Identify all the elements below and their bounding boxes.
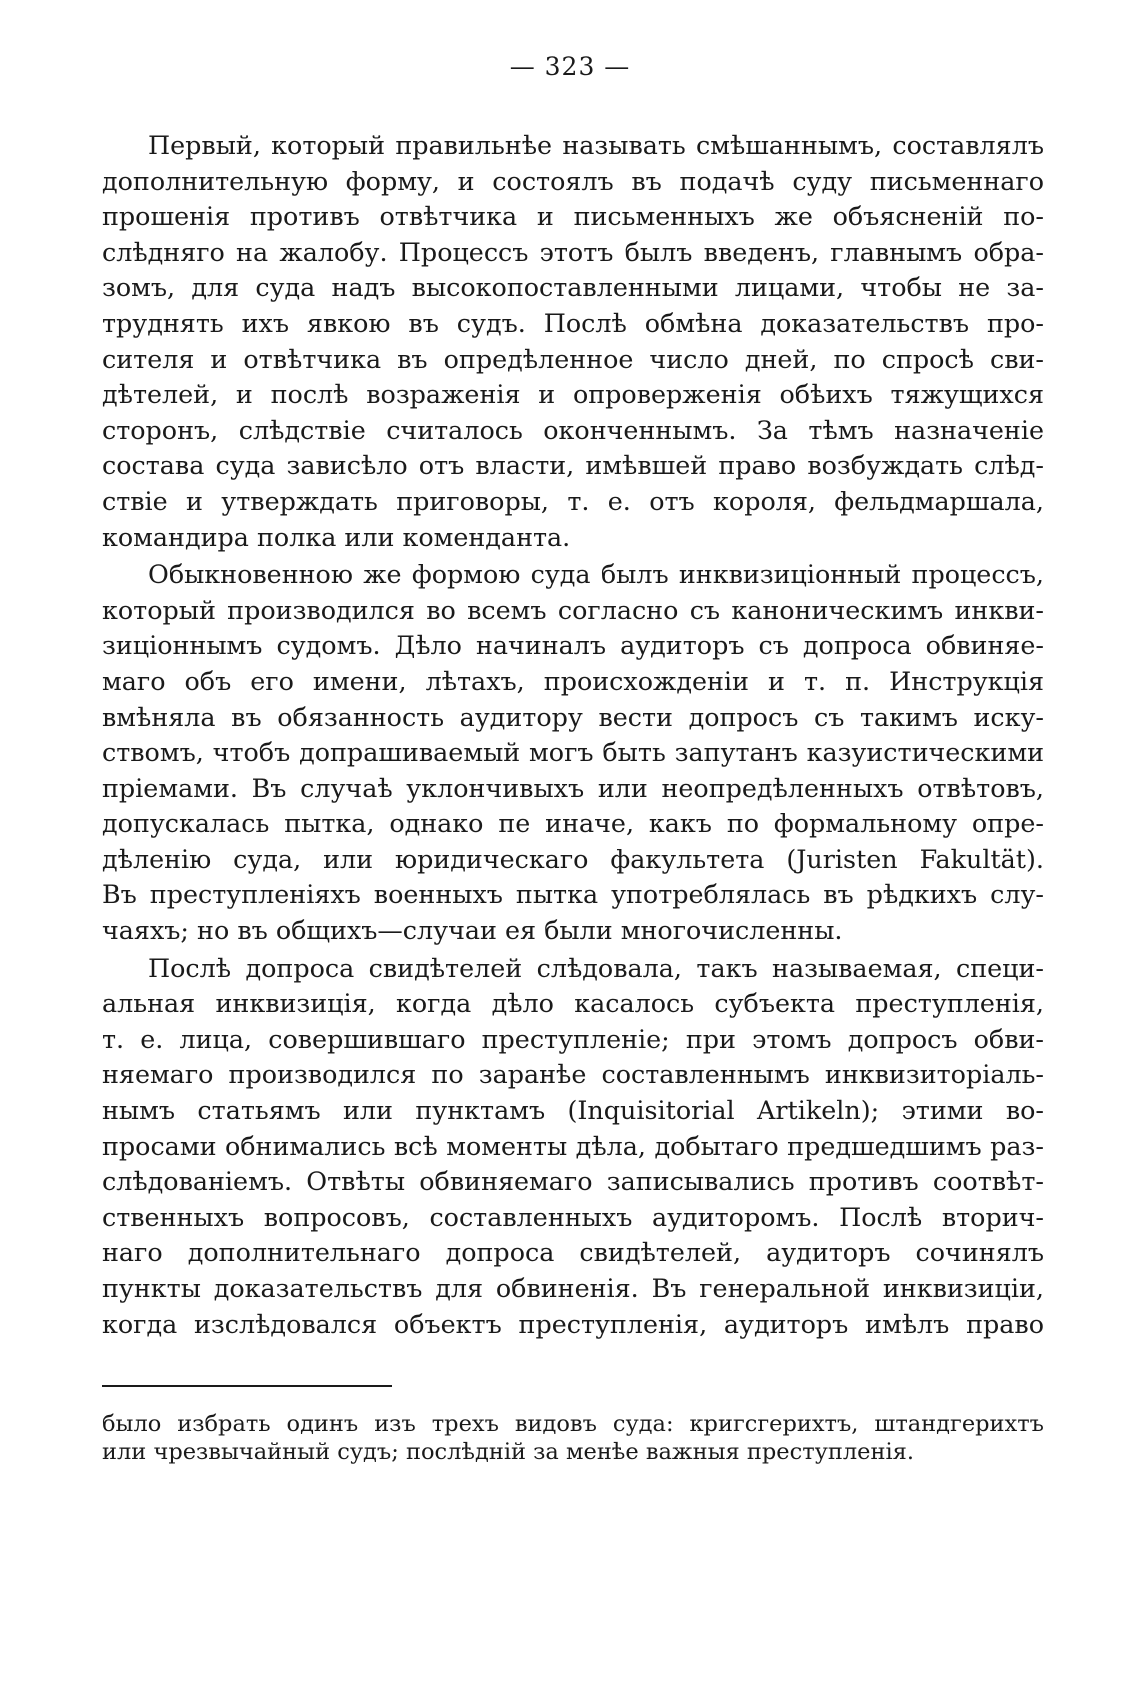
text-line: когда изслѣдовался объектъ преступленія, аудиторъ имѣлъ право bbox=[102, 1308, 1044, 1339]
text-line: ствомъ, чтобъ допрашиваемый могъ быть запутанъ казуистическими bbox=[102, 737, 1044, 768]
text-line: Въ преступленіяхъ военныхъ пытка употреблялась въ рѣдкихъ слу- bbox=[102, 879, 1044, 910]
text-line: слѣдованіемъ. Отвѣты обвиняемаго записывались противъ соотвѣт- bbox=[102, 1166, 1044, 1197]
footnote-line: или чрезвычайный судъ; послѣдній за менѣе важныя преступленія. bbox=[102, 1439, 915, 1465]
text-line: нымъ статьямъ или пунктамъ (Inquisitorial Artikeln); этими во- bbox=[102, 1095, 1044, 1126]
text-line: который производился во всемъ согласно съ каноническимъ инкви- bbox=[102, 594, 1044, 625]
text-line: Обыкновенною же формою суда былъ инквизиціонный процессъ, bbox=[148, 559, 1044, 590]
text-line: вмѣняла въ обязанность аудитору вести допросъ съ такимъ иску- bbox=[102, 701, 1044, 732]
text-line: альная инквизиція, когда дѣло касалось субъекта преступленія, bbox=[102, 988, 1044, 1019]
paragraph-3 bbox=[102, 951, 1044, 1343]
text-line: ствіе и утверждать приговоры, т. е. отъ короля, фельдмаршала, bbox=[102, 485, 1044, 516]
main-text bbox=[102, 128, 1044, 1342]
paragraph-1 bbox=[102, 128, 1044, 555]
text-line: ственныхъ вопросовъ, составленныхъ аудиторомъ. Послѣ вторич- bbox=[102, 1201, 1044, 1232]
text-line: сторонъ, слѣдствіе считалось оконченнымъ. За тѣмъ назначеніе bbox=[102, 414, 1044, 445]
text-line: допускалась пытка, однако пе иначе, какъ по формальному опре- bbox=[102, 808, 1044, 839]
page-number: — 323 — bbox=[509, 52, 631, 81]
text-line: дѣленію суда, или юридическаго факультета (Juristen Fakultät). bbox=[102, 843, 1044, 874]
text-line: зомъ, для суда надъ высокопоставленными лицами, чтобы не за- bbox=[102, 272, 1044, 303]
footnote-divider bbox=[102, 1385, 392, 1387]
text-line: чаяхъ; но въ общихъ—случаи ея были многочисленны. bbox=[102, 915, 843, 946]
text-line: труднять ихъ явкою въ судъ. Послѣ обмѣна доказательствъ про- bbox=[102, 307, 1044, 338]
text-line: няемаго производился по заранѣе составленнымъ инквизиторіаль- bbox=[102, 1059, 1044, 1090]
text-line: маго объ его имени, лѣтахъ, происхожденіи и т. п. Инструкція bbox=[102, 665, 1044, 696]
text-line: пріемами. Въ случаѣ уклончивыхъ или неопредѣленныхъ отвѣтовъ, bbox=[102, 772, 1044, 803]
text-line: Первый, который правильнѣе называть смѣшаннымъ, составлялъ bbox=[148, 130, 1044, 160]
text-line: сителя и отвѣтчика въ опредѣленное число дней, по спросѣ сви- bbox=[102, 343, 1044, 374]
text-line: пункты доказательствъ для обвиненія. Въ генеральной инквизиціи, bbox=[102, 1273, 1044, 1303]
text-line: Послѣ допроса свидѣтелей слѣдовала, такъ называемая, специ- bbox=[148, 952, 1044, 983]
text-line: слѣдняго на жалобу. Процессъ этотъ былъ введенъ, главнымъ обра- bbox=[102, 236, 1044, 267]
text-line: просами обнимались всѣ моменты дѣла, добытаго предшедшимъ раз- bbox=[102, 1130, 1044, 1161]
text-line: состава суда зависѣло отъ власти, имѣвшей право возбуждать слѣд- bbox=[102, 450, 1044, 481]
text-line: дѣтелей, и послѣ возраженія и опроверженія обѣихъ тяжущихся bbox=[102, 379, 1044, 410]
text-line: наго дополнительнаго допроса свидѣтелей, аудиторъ сочинялъ bbox=[102, 1237, 1044, 1268]
text-line: дополнительную форму, и состоялъ въ подачѣ суду письменнаго bbox=[102, 165, 1044, 196]
text-line: т. е. лица, совершившаго преступленіе; при этомъ допросъ обви- bbox=[102, 1023, 1044, 1054]
footnote bbox=[102, 1410, 1044, 1466]
paragraph-2 bbox=[102, 557, 1044, 949]
footnote-line: было избрать одинъ изъ трехъ видовъ суда: кригсгерихтъ, штандгерихтъ bbox=[102, 1411, 1044, 1437]
text-line: командира полка или коменданта. bbox=[102, 521, 571, 552]
text-line: прошенія противъ отвѣтчика и письменныхъ же объясненій по- bbox=[102, 201, 1044, 232]
text-line: зиціоннымъ судомъ. Дѣло начиналъ аудиторъ съ допроса обвиняе- bbox=[102, 630, 1044, 661]
